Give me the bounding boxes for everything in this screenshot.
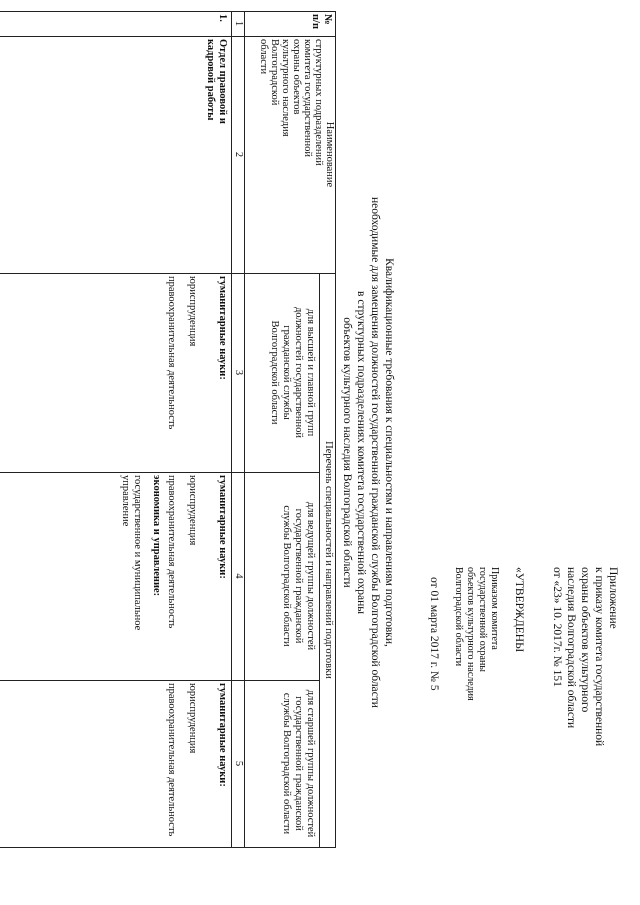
table-col-divider [0, 472, 320, 473]
title-line: объектов культурного наследия Волгоградской области [341, 317, 353, 588]
row-unit-name: Отдел правовой и [217, 39, 228, 124]
table-border-left [0, 11, 336, 12]
header-col3: гражданской службы [281, 325, 292, 420]
col-number: 5 [233, 760, 244, 767]
col-number: 2 [233, 151, 244, 158]
table-border-right [0, 847, 336, 848]
approval-line: Приказом комитета [489, 567, 500, 650]
appendix-line: от «23» 10. 2017г. № 151 [551, 567, 563, 687]
approval-title: «УТВЕРЖДЕНЫ [513, 567, 525, 653]
header-name: структурных подразделений [313, 39, 324, 166]
header-col5: службы Волгоградской области [281, 692, 292, 835]
col5-item: юриспруденция [187, 683, 198, 754]
header-col4: для ведущей группы должностей [305, 501, 316, 651]
header-name: комитета государственной [302, 39, 313, 157]
row-number: 1. [217, 14, 228, 22]
col4-item: государственное и муниципальное [132, 475, 143, 631]
table-col-divider [0, 36, 336, 37]
approval-date: от 01 марта 2017 г. № 5 [428, 577, 440, 691]
header-col4: государственной гражданской [293, 508, 304, 644]
appendix-line: к приказу комитета государственной [593, 567, 605, 747]
col-number: 1 [233, 20, 244, 27]
col4-item: юриспруденция [187, 475, 198, 546]
header-col4: службы Волгоградской области [281, 505, 292, 647]
header-name: культурного наследия [280, 39, 291, 137]
title-line: Квалификационные требования к специальностям и направлениям подготовки, [383, 258, 395, 647]
header-col5: государственной гражданской [293, 696, 304, 831]
col4-item: правоохранительная деятельность [166, 475, 177, 629]
header-col3: должностей государственной [293, 306, 304, 439]
header-col3: для высшей и главной групп [305, 308, 316, 437]
col-number: 3 [233, 369, 244, 376]
table-line-subheader [319, 273, 320, 847]
header-col3: Волгоградской области [269, 320, 280, 425]
approval-line: государственной охраны [477, 567, 488, 673]
col5-item: правоохранительная деятельность [166, 683, 177, 837]
header-name: охраны объектов [291, 39, 302, 115]
approval-line: Волгоградской области [453, 567, 464, 667]
appendix-line: Приложение [607, 567, 619, 629]
header-num: № [322, 14, 333, 25]
title-line: необходимые для замещения должностей государственной гражданской службы Волгоградской области [369, 197, 381, 708]
table-col-divider [0, 680, 320, 681]
col3-item: юриспруденция [187, 276, 198, 347]
header-num: п/п [310, 14, 321, 30]
header-name: области [258, 39, 269, 75]
col3-group: гуманитарные науки: [217, 276, 228, 380]
col4-group: гуманитарные науки: [217, 475, 228, 579]
col-number: 4 [233, 573, 244, 579]
header-col5: для старшей группы должностей [305, 689, 316, 838]
table-line-header-bottom [244, 11, 245, 847]
approval-line: объектов культурного наследия [465, 567, 476, 701]
col4-group: экономика и управление: [151, 475, 162, 597]
appendix-line: наследия Волгоградской области [565, 567, 577, 729]
header-list: Перечень специальностей и направлений подготовки [323, 441, 334, 679]
title-line: в структурных подразделениях комитета государственной охраны [355, 291, 367, 614]
col3-item: правоохранительная деятельность [166, 276, 177, 430]
col4-item: управление [120, 475, 131, 527]
header-name: Волгоградской [269, 39, 280, 106]
table-border-top [335, 11, 336, 847]
header-name: Наименование [324, 121, 335, 188]
appendix-line: охраны объектов культурного [579, 567, 591, 713]
row-unit-name: кадровой работы [205, 39, 216, 121]
col5-group: гуманитарные науки: [217, 683, 228, 787]
